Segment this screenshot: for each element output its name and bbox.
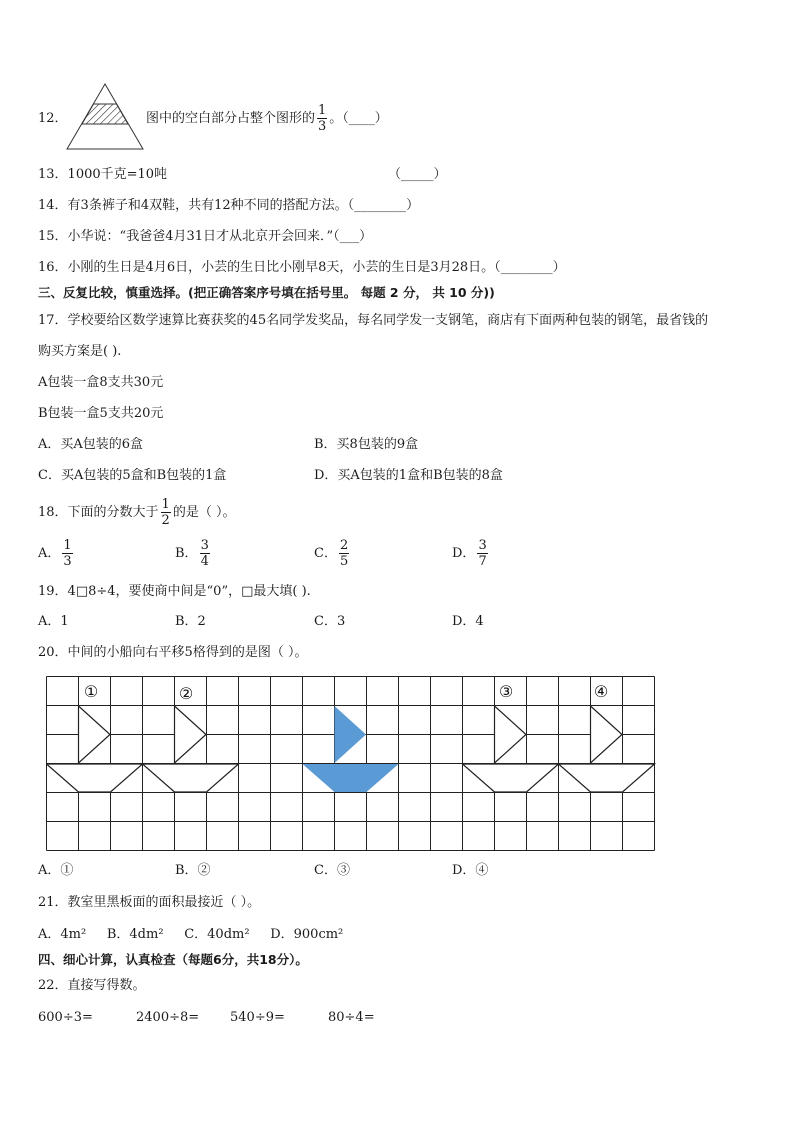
q18-option-a-num: 1 (63, 538, 72, 553)
q22-item-3[interactable]: 540÷9= (230, 1010, 285, 1025)
q22-stem: 22．直接写得数。 (38, 978, 146, 993)
q18-option-d-label: D． (452, 546, 476, 561)
q19-stem: 19．4□8÷4，要使商中间是“0”，□最大填( ). (38, 584, 311, 599)
q19-option-b[interactable]: B．2 (175, 614, 206, 629)
q18-option-d-fraction (477, 538, 487, 569)
q18-option-d-den: 7 (478, 554, 487, 569)
q18-option-d-num: 3 (478, 538, 487, 553)
q20-option-b[interactable]: B．② (175, 863, 211, 878)
q18-option-a-fraction (62, 538, 72, 569)
q19-option-a[interactable]: A．1 (38, 614, 69, 629)
q19-option-c[interactable]: C．3 (314, 614, 346, 629)
boat-original-blue (303, 706, 399, 792)
q18-stem-frac-den: 2 (161, 513, 170, 528)
q18-option-b[interactable] (175, 535, 212, 573)
q18-option-c-den: 5 (339, 554, 349, 569)
q16-text: 16．小刚的生日是4月6日，小芸的生日比小刚早8天，小芸的生日是3月28日。（________） (38, 260, 566, 275)
q12-triangle-figure (64, 82, 146, 152)
q17-line2: 购买方案是( ). (38, 344, 122, 359)
q22-item-2[interactable]: 2400÷8= (136, 1010, 200, 1025)
q18-option-b-den: 4 (200, 554, 209, 569)
blue-hull (303, 764, 399, 792)
q18-option-b-num: 3 (200, 538, 209, 553)
q18-stem-post: 的是（ ）。 (172, 505, 236, 520)
boat-1 (47, 706, 143, 792)
q22-item-1[interactable]: 600÷3= (38, 1010, 93, 1025)
q12-text: 图中的空白部分占整个图形的 (146, 111, 316, 126)
q22-item-4[interactable]: 80÷4= (328, 1010, 375, 1025)
q12-tail: 。（____） (329, 111, 388, 126)
q18-option-c-fraction (339, 538, 349, 569)
q20-option-a[interactable]: A．① (38, 863, 74, 878)
q19-option-d[interactable]: D．4 (452, 614, 484, 629)
q18-stem-fraction (161, 497, 171, 528)
q18-option-b-fraction (200, 538, 210, 569)
q17-info-b: B包装一盒5支共20元 (38, 406, 164, 421)
q20-option-c[interactable]: C．③ (314, 863, 350, 878)
section-3-heading: 三、反复比较，慎重选择。(把正确答案序号填在括号里。 每题 2 分， 共 10 分)) (38, 285, 495, 300)
q15-text: 15．小华说：“我爸爸4月31日才从北京开会回来．”（___） (38, 229, 373, 244)
section-4-heading: 四、细心计算，认真检查（每题6分，共18分）。 (38, 952, 308, 967)
q12-frac-den: 3 (318, 119, 327, 134)
boat-3 (463, 706, 559, 792)
q17-option-c[interactable]: C．买A包装的5盒和B包装的1盒 (38, 468, 227, 483)
q18-option-c-num: 2 (339, 538, 349, 553)
q18-option-c-label: C． (314, 546, 337, 561)
q18-stem-frac-num: 1 (161, 497, 170, 512)
q21-options[interactable]: A．4m² B．4dm² C．40dm² D．900cm² (38, 927, 344, 942)
q17-line1: 17．学校要给区数学速算比赛获奖的45名同学发奖品，每名同学发一支钢笔，商店有下面两种包装的钢笔，最省钱的 (38, 313, 709, 328)
mark-1: ① (83, 682, 99, 701)
q12-fraction (317, 103, 327, 134)
q20-grid-figure (46, 676, 656, 854)
q18-option-d[interactable] (452, 535, 490, 573)
mark-2: ② (178, 684, 194, 703)
mark-4: ④ (593, 682, 609, 701)
q17-info-a: A包装一盒8支共30元 (38, 375, 164, 390)
q18-option-a-den: 3 (63, 554, 72, 569)
q17-option-a[interactable]: A．买A包装的6盒 (38, 437, 144, 452)
q20-stem: 20．中间的小船向右平移5格得到的是图（ ）。 (38, 645, 308, 660)
q17-option-b[interactable]: B．买8包装的9盒 (314, 437, 419, 452)
q18-option-a-label: A． (38, 546, 61, 561)
q17-option-d[interactable]: D．买A包装的1盒和B包装的8盒 (314, 468, 503, 483)
q12-number: 12． (38, 111, 68, 126)
q12-frac-num: 1 (318, 103, 327, 118)
q18-stem-pre: 18．下面的分数大于 (38, 505, 159, 520)
q18-option-b-label: B． (175, 546, 198, 561)
q13-answer-blank[interactable]: （_____） (388, 167, 447, 182)
q21-stem: 21．教室里黑板面的面积最接近（ ）。 (38, 895, 261, 910)
q18-option-c[interactable] (314, 535, 351, 573)
q14-text: 14．有3条裤子和4双鞋，共有12种不同的搭配方法。（________） (38, 198, 420, 213)
boat-2 (143, 706, 239, 792)
q12-stem (146, 100, 388, 138)
blue-sail (335, 706, 367, 763)
q18-option-a[interactable] (38, 535, 75, 573)
boat-4 (559, 706, 655, 792)
q18-stem (38, 494, 235, 532)
q13-text: 13．1000千克=10吨 (38, 167, 168, 182)
q20-option-d[interactable]: D．④ (452, 863, 489, 878)
mark-3: ③ (498, 682, 514, 701)
